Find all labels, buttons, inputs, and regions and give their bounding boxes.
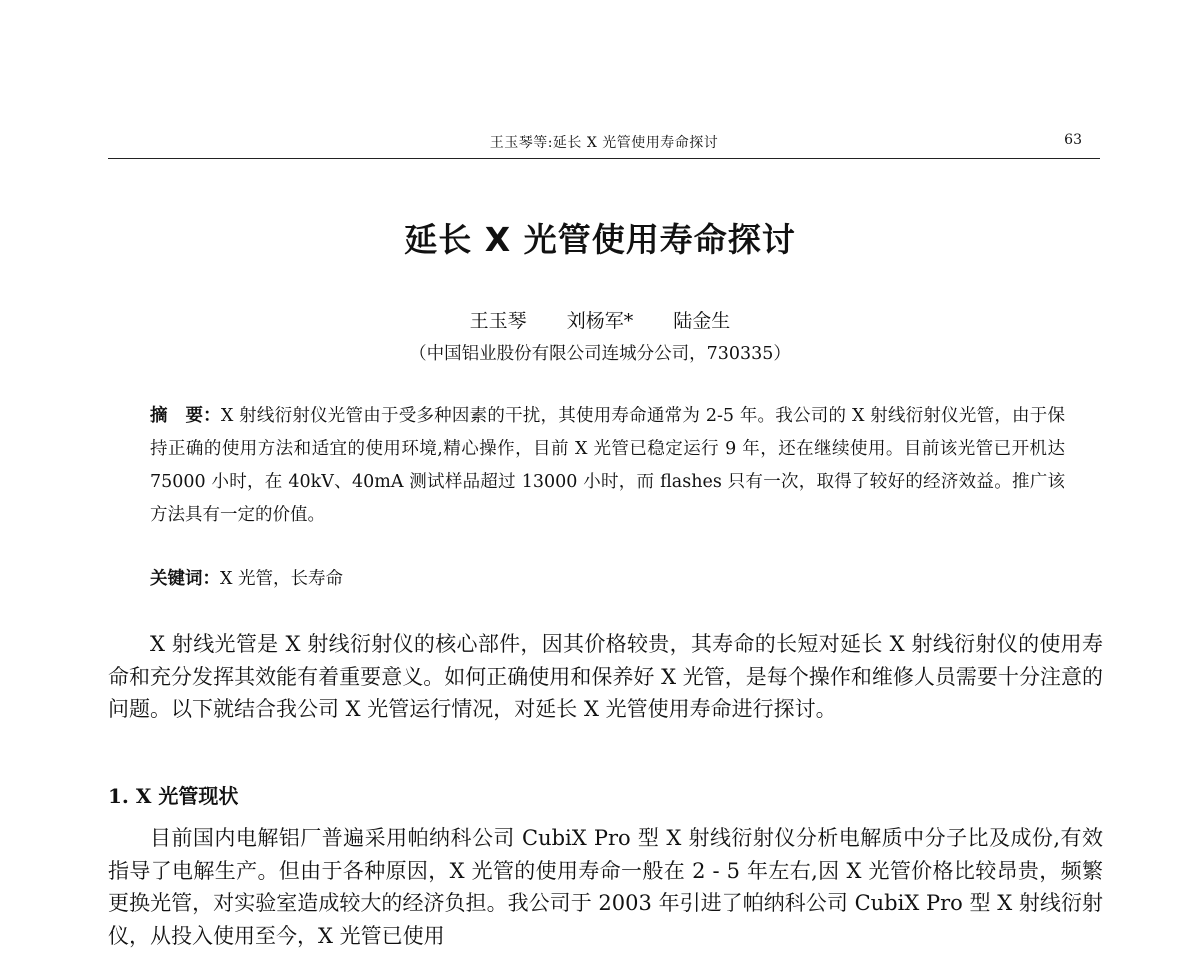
author-list: [0, 306, 1200, 333]
page-number: 63: [1064, 132, 1082, 148]
section-paragraph: 目前国内电解铝厂普遍采用帕纳科公司 CubiX Pro 型 X 射线衍射仪分析电解质中分子比及成份,有效指导了电解生产。但由于各种原因，X 光管的使用寿命一般在 2 - 5 年左右,因 X 光管价格比较昂贵，频繁更换光管，对实验室造成较大的经济负担。我公司于 2003 年引进了帕纳科公司 CubiX Pro 型 X 射线衍射仪，从投入使用至今，X 光管已使用: [108, 826, 1103, 948]
running-title: 王玉琴等:延长 X 光管使用寿命探讨: [489, 135, 719, 151]
abstract: [150, 400, 1065, 532]
running-header: [108, 130, 1100, 159]
intro-paragraph: X 射线光管是 X 射线衍射仪的核心部件，因其价格较贵，其寿命的长短对延长 X 射线衍射仪的使用寿命和充分发挥其效能有着重要意义。如何正确使用和保养好 X 光管，是每个操作和维修人员需要十分注意的问题。以下就结合我公司 X 光管运行情况，对延长 X 光管使用寿命进行探讨。: [108, 632, 1103, 721]
abstract-text: X 射线衍射仪光管由于受多种因素的干扰，其使用寿命通常为 2-5 年。我公司的 X 射线衍射仪光管，由于保持正确的使用方法和适宜的使用环境,精心操作，目前 X 光管已稳定运行 9 年，还在继续使用。目前该光管已开机达 75000 小时，在 40kV、40mA 测试样品超过 13000 小时，而 flashes 只有一次，取得了较好的经济效益。推广该方法具有一定的价值。: [150, 406, 1066, 525]
section-heading: 1. X 光管现状: [108, 784, 239, 808]
paper-title: 延长 X 光管使用寿命探讨: [404, 220, 796, 259]
keywords-text: X 光管，长寿命: [220, 569, 344, 589]
keywords-label: 关键词：: [150, 569, 220, 589]
affiliation: （中国铝业股份有限公司连城分公司，730335）: [409, 344, 791, 364]
keywords: [150, 565, 343, 590]
author-1: 王玉琴: [469, 310, 527, 332]
abstract-label: 摘 要：: [150, 406, 221, 426]
author-3: 陆金生: [673, 310, 731, 332]
author-2: 刘杨军*: [566, 310, 634, 332]
